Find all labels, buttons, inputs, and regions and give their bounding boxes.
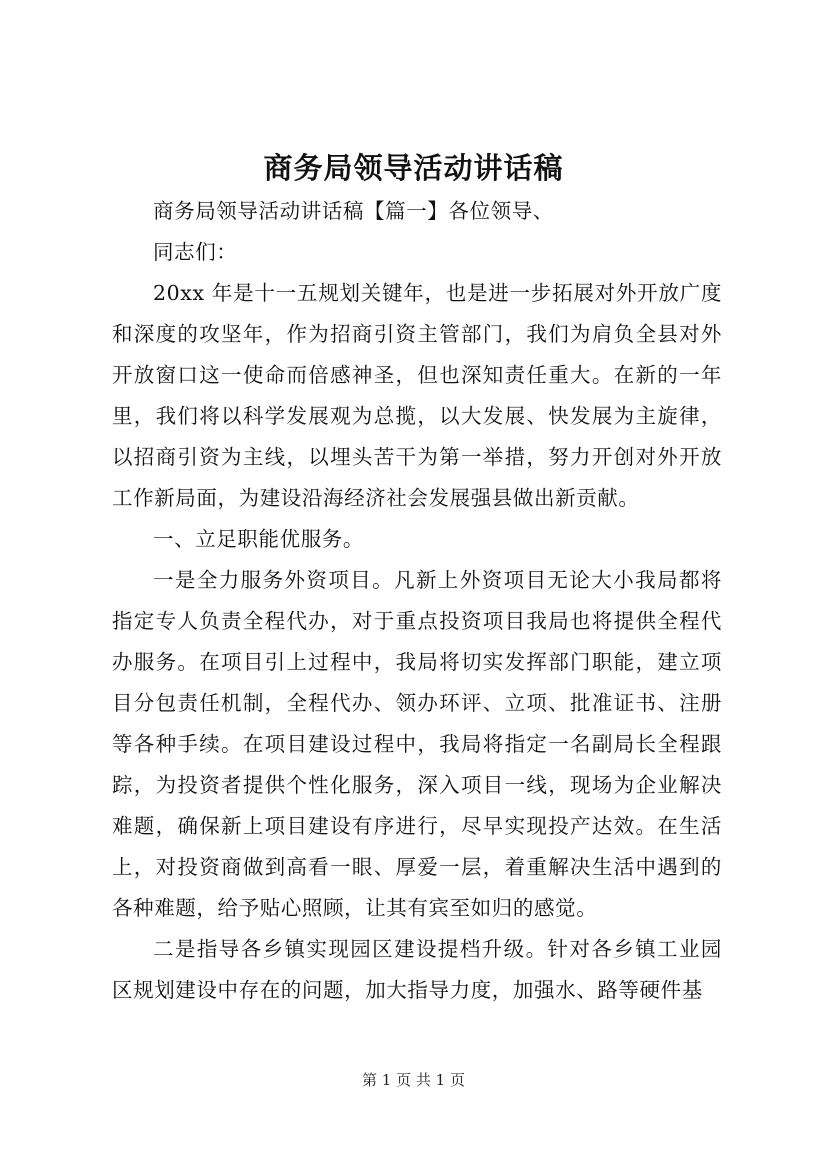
document-body: [112, 191, 722, 1011]
paragraph-point-two: 二是指导各乡镇实现园区建设提档升级。针对各乡镇工业园区规划建设中存在的问题，加大指导力度，加强水、路等硬件基: [112, 937, 722, 1002]
paragraph-section-one: 一、立足职能优服务。: [153, 527, 364, 551]
paragraph-point-one: 一是全力服务外资项目。凡新上外资项目无论大小我局都将指定专人负责全程代办，对于重点投资项目我局也将提供全程代办服务。在项目引上过程中，我局将切实发挥部门职能，建立项目分包责任机制，全程代办、领办环评、立项、批准证书、注册等各种手续。在项目建设过程中，我局将指定一名副局长全程跟踪，为投资者提供个性化服务，深入项目一线，现场为企业解决难题，确保新上项目建设有序进行，尽早实现投产达效。在生活上，对投资商做到高看一眼、厚爱一层，着重解决生活中遇到的各种难题，给予贴心照顾，让其有宾至如归的感觉。: [112, 568, 722, 920]
paragraph-salutation: 同志们：: [153, 240, 238, 264]
page-footer: 第 1 页 共 1 页: [362, 1071, 465, 1089]
paragraph-heading-line: 商务局领导活动讲话稿【篇一】各位领导、: [153, 199, 554, 223]
document-title: 商务局领导活动讲话稿: [263, 151, 564, 185]
paragraph-intro: 20xx 年是十一五规划关键年，也是进一步拓展对外开放广度和深度的攻坚年，作为招商引资主管部门，我们为肩负全县对外开放窗口这一使命而倍感神圣，但也深知责任重大。在新的一年里，我们将以科学发展观为总揽，以大发展、快发展为主旋律，以招商引资为主线，以埋头苦干为第一举措，努力开创对外开放工作新局面，为建设沿海经济社会发展强县做出新贡献。: [112, 281, 722, 510]
